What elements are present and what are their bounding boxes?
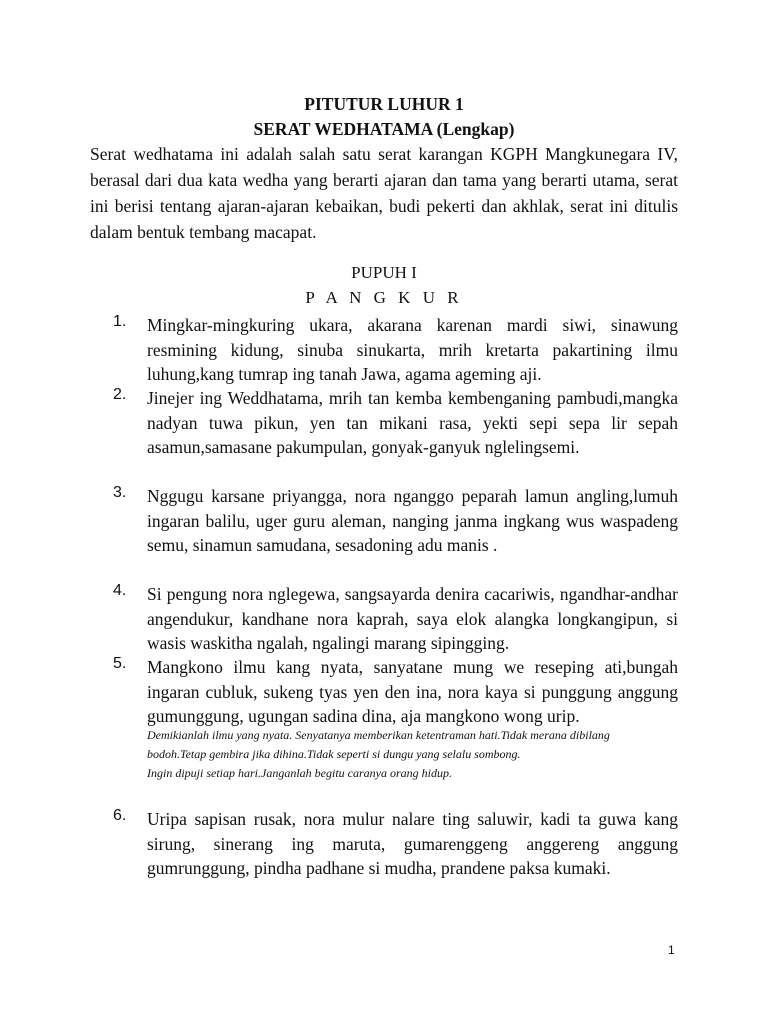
verse-text: Jinejer ing Weddhatama, mrih tan kemba kembenganing pambudi,mangka nadyan tuwa pikun, yen tan mikani rasa, yekti sepi sepa lir sepah asamun,samasane pakumpulan, gonyak-ganyuk nglelingsemi.: [147, 388, 678, 457]
verse-number: 1.: [113, 313, 127, 330]
verse-number: 4.: [113, 582, 127, 599]
verse-number: 5.: [113, 655, 127, 672]
document-subtitle: SERAT WEDHATAMA (Lengkap): [253, 119, 515, 139]
verse-number: 3.: [113, 484, 127, 501]
verse-text: Mangkono ilmu kang nyata, sanyatane mung we reseping ati,bungah ingaran cubluk, sukeng tyas yen den ina, nora kaya si punggung anggung gumunggung, ugungan sadina dina, aja mangkono wong urip.: [147, 657, 678, 726]
verse-text: Uripa sapisan rusak, nora mulur nalare ting saluwir, kadi ta guwa kang sirung, sinerang ing maruta, gumarenggeng anggereng anggung gumrunggung, pindha padhane si mudha, prandene paksa kumaki.: [147, 809, 678, 878]
document-title: PITUTUR LUHUR 1: [304, 94, 464, 114]
translation-note: [147, 726, 678, 783]
verse-text: Nggugu karsane priyangga, nora nganggo peparah lamun angling,lumuh ingaran balilu, uger guru aleman, nanging janma ingkang wus waspadeng semu, sinamun samudana, sesadoning adu manis .: [147, 486, 678, 555]
page-number: 1: [668, 943, 675, 957]
verse-text: Mingkar-mingkuring ukara, akarana karenan mardi siwi, sinawung resmining kidung, sinuba sinukarta, mrih kretarta pakartining ilmu luhung,kang tumrap ing tanah Jawa, agama ageming aji.: [147, 315, 678, 384]
canto-label: PUPUH I: [351, 263, 417, 282]
verse-number: 6.: [113, 807, 127, 824]
translation-note-line: Ingin dipuji setiap hari.Janganlah begitu caranya orang hidup.: [147, 766, 452, 780]
canto-name: P A N G K U R: [305, 288, 463, 307]
verse-number: 2.: [113, 386, 127, 403]
intro-paragraph: Serat wedhatama ini adalah salah satu serat karangan KGPH Mangkunegara IV, berasal dari dua kata wedha yang berarti ajaran dan tama yang berarti utama, serat ini berisi tentang ajaran-ajaran kebaikan, budi pekerti dan akhlak, serat ini ditulis dalam bentuk tembang macapat.: [90, 144, 678, 242]
translation-note-line: bodoh.Tetap gembira jika dihina.Tidak seperti si dungu yang selalu sombong.: [147, 747, 521, 761]
translation-note-line: Demikianlah ilmu yang nyata. Senyatanya memberikan ketentraman hati.Tidak merana dibilang: [147, 728, 610, 742]
verse-text: Si pengung nora nglegewa, sangsayarda denira cacariwis, ngandhar-andhar angendukur, kandhane nora kaprah, saya elok alangka longkangipun, si wasis waskitha ngalah, ngalingi marang sipingging.: [147, 584, 678, 653]
